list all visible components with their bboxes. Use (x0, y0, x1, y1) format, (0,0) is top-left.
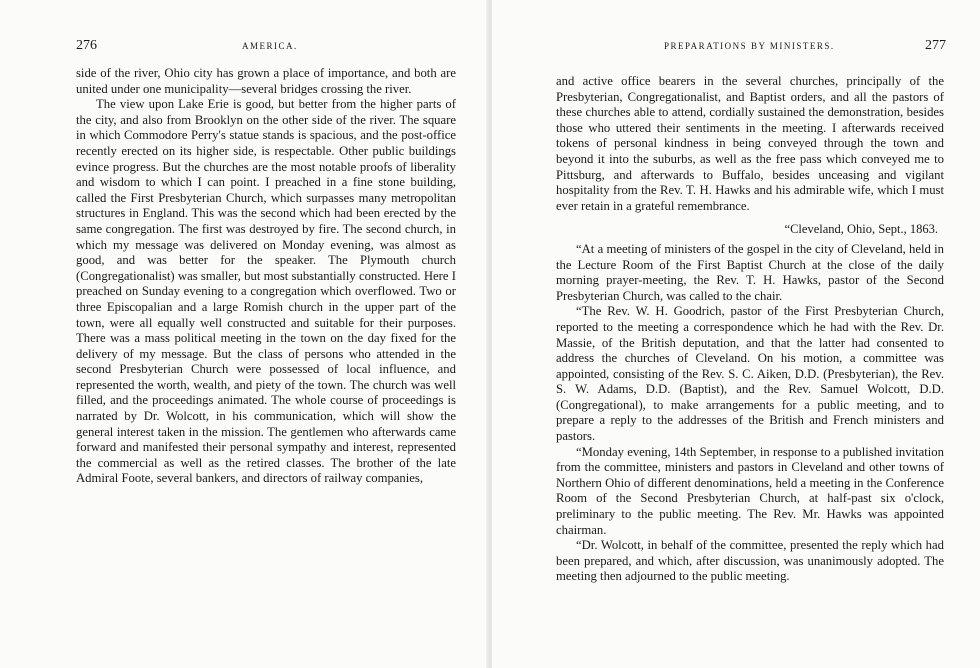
right-page-header (556, 38, 946, 56)
right-paragraph-1: and active office bearers in the several churches, principally of the Presbyterian, Congregationalist, and Baptist orders, and all the pastors of these churches able to attend, cordially sustained the demonstration, besides those who uttered their sentiments in the meeting. I afterwards received tokens of personal kindness in being conveyed through the town and beyond it into the suburbs, as well as the free pass which conveyed me to Pittsburg, and afterwards to Buffalo, besides unceasing and vigilant hospitality from the Rev. T. H. Hawks and his admirable wife, which I must ever retain in a grateful remembrance. (556, 74, 944, 213)
letter-paragraph-2: “The Rev. W. H. Goodrich, pastor of the First Presbyterian Church, reported to the meeting a correspondence which he had with the Rev. Dr. Massie, of the British deputation, and that the latter had consented to address the churches of Cleveland. On his motion, a committee was appointed, consisting of the Rev. S. C. Aiken, D.D. (Presbyterian), the Rev. S. W. Adams, D.D. (Baptist), and the Rev. Samuel Wolcott, D.D. (Congregational), to make arrangements for a public meeting, and to prepare a reply to the addresses of the British and French ministers and pastors. (556, 304, 944, 444)
right-page-body (556, 74, 944, 585)
left-running-head: AMERICA. (242, 41, 298, 51)
letter-paragraph-1: “At a meeting of ministers of the gospel in the city of Cleveland, held in the Lecture Room of the First Baptist Church at the close of the daily morning prayer-meeting, the Rev. T. H. Hawks, pastor of the Second Presbyterian Church, was called to the chair. (556, 241, 944, 303)
left-page-header (76, 38, 460, 56)
left-paragraph-2: The view upon Lake Erie is good, but better from the higher parts of the city, and also from Brooklyn on the other side of the river. The square in which Commodore Perry's statue stands is spacious, and the post-office recently erected on its higher side, is respectable. Other public buildings evince progress. But the churches are the most notable proofs of liberality and wisdom to which I can point. I preached in a fine stone building, called the First Presbyterian Church, which surpasses many metropolitan structures in England. This was the second which had been erected by the same congregation. The first was destroyed by fire. The second church, in which my message was delivered on Monday evening, was almost as good, and was better for the speaker. The Plymouth church (Congregationalist) was smaller, but most substantially constructed. Here I preached on Sunday evening to a congregation which overflowed. Two or three Episcopalian and a large Romish church in the upper part of the town, were all equally well constructed and suitable for their purposes. There was a mass political meeting in the town on the day fixed for the delivery of my message. But the class of persons who attended in the second Presbyterian Church were possessed of local influence, and represented the worth, wealth, and piety of the town. The church was well filled, and the proceedings animated. The whole course of proceedings is narrated by Dr. Wolcott, in his communication, which will show the general interest taken in the mission. The gentlemen who afterwards came forward and manifested their personal sympathy and interest, represented the commercial as well as the retired classes. The brother of the late Admiral Foote, several bankers, and directors of railway companies, (76, 97, 456, 486)
right-running-head: PREPARATIONS BY MINISTERS. (664, 41, 835, 51)
letter-paragraph-4: “Dr. Wolcott, in behalf of the committee, presented the reply which had been prepared, and which, after discussion, was unanimously adopted. The meeting then adjourned to the public meeting. (556, 538, 944, 584)
letter-paragraph-3: “Monday evening, 14th September, in response to a published invitation from the committee, ministers and pastors in Cleveland and other towns of Northern Ohio of different denominations, held a meeting in the Conference Room of the Second Presbyterian Church, at half-past six o'clock, preliminary to the public meeting. The Rev. Mr. Hawks was appointed chairman. (556, 444, 944, 537)
right-page-number: 277 (925, 38, 946, 53)
letter-dateline: “Cleveland, Ohio, Sept., 1863. (784, 222, 938, 237)
left-page-body (76, 66, 456, 487)
left-page-number: 276 (76, 38, 97, 53)
left-paragraph-1: side of the river, Ohio city has grown a place of importance, and both are united under one municipality—several bridges crossing the river. (76, 66, 456, 96)
left-page (0, 0, 488, 668)
right-page (492, 0, 980, 668)
